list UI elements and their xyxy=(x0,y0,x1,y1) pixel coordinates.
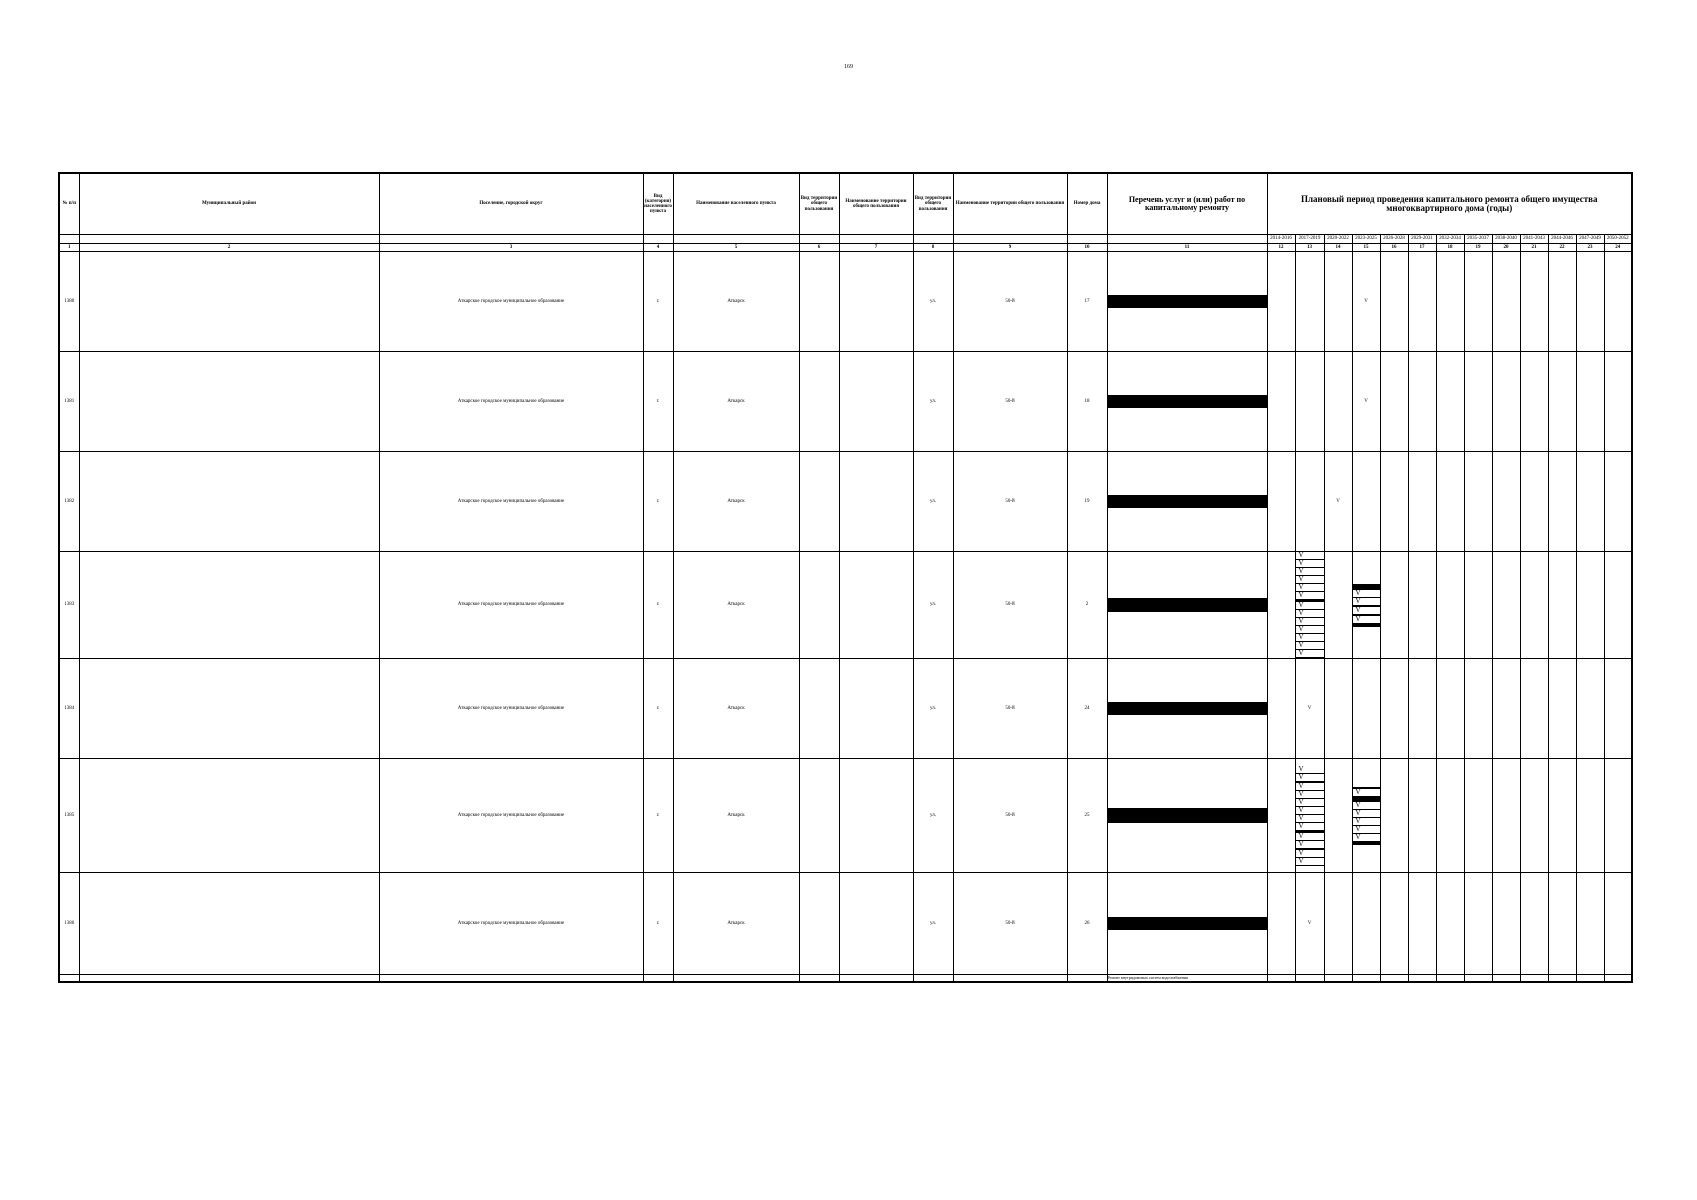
locality-type-cell: г. xyxy=(643,552,673,659)
works-list-cell xyxy=(1107,759,1267,873)
repair-mark: V xyxy=(1296,610,1324,618)
period-cell xyxy=(1604,252,1632,352)
period-cell xyxy=(1436,873,1464,975)
period-cell xyxy=(1576,873,1604,975)
district-cell xyxy=(79,759,379,873)
column-number: 6 xyxy=(799,244,839,252)
period-cell xyxy=(1380,552,1408,659)
row-number: 1386 xyxy=(59,873,79,975)
street-type-cell xyxy=(799,352,839,452)
works-list-cell xyxy=(1107,352,1267,452)
empty-cell xyxy=(1520,975,1548,983)
works-list-cell xyxy=(1107,252,1267,352)
period-cell xyxy=(1408,552,1436,659)
table-row xyxy=(59,452,1632,552)
column-number: 10 xyxy=(1067,244,1107,252)
period-cell xyxy=(1380,873,1408,975)
period-cell xyxy=(1548,759,1576,873)
period-cell xyxy=(1408,873,1436,975)
work-item xyxy=(1108,714,1267,715)
locality-type-cell: г. xyxy=(643,352,673,452)
street-type-cell xyxy=(799,759,839,873)
header-period: Плановый период проведения капитального ремонта общего имущества многоквартирного дома (годы) xyxy=(1267,173,1632,235)
header-building-name: Наименование территории общего пользования xyxy=(953,173,1067,235)
column-number: 19 xyxy=(1464,244,1492,252)
period-cell xyxy=(1324,352,1352,452)
repair-mark: V xyxy=(1353,834,1380,842)
period-cell xyxy=(1267,352,1295,452)
column-number: 14 xyxy=(1324,244,1352,252)
district-cell xyxy=(79,452,379,552)
empty-cell xyxy=(379,975,643,983)
repair-mark: V xyxy=(1296,568,1324,576)
street-name-cell xyxy=(839,873,913,975)
column-number: 16 xyxy=(1380,244,1408,252)
period-cell xyxy=(1352,552,1380,659)
header-settlement: Поселение, городской округ xyxy=(379,173,643,235)
repair-mark: V xyxy=(1296,850,1324,858)
repair-mark: V xyxy=(1353,616,1380,624)
period-cell xyxy=(1436,452,1464,552)
period-cell xyxy=(1520,759,1548,873)
period-cell xyxy=(1520,252,1548,352)
repair-mark: V xyxy=(1353,826,1380,834)
period-cell xyxy=(1267,873,1295,975)
period-cell: V xyxy=(1295,873,1324,975)
repair-mark: V xyxy=(1353,598,1380,606)
period-cell xyxy=(1548,452,1576,552)
column-number: 20 xyxy=(1492,244,1520,252)
period-cell xyxy=(1436,552,1464,659)
period-cell xyxy=(1492,252,1520,352)
column-number: 9 xyxy=(953,244,1067,252)
period-cell xyxy=(1464,659,1492,759)
period-cell xyxy=(1352,452,1380,552)
capital-repair-table xyxy=(58,172,1633,983)
works-list-cell xyxy=(1107,659,1267,759)
period-cell xyxy=(1324,252,1352,352)
repair-mark: V xyxy=(1296,602,1324,610)
empty-cell xyxy=(1408,975,1436,983)
period-cell xyxy=(1352,759,1380,873)
column-number: 22 xyxy=(1548,244,1576,252)
empty-cell xyxy=(1604,975,1632,983)
building-name-cell: 50-й xyxy=(953,352,1067,452)
column-number: 2 xyxy=(79,244,379,252)
street-name-cell xyxy=(839,352,913,452)
period-cell xyxy=(1548,552,1576,659)
locality-type-cell: г. xyxy=(643,759,673,873)
building-name-cell: 50-й xyxy=(953,659,1067,759)
empty-cell xyxy=(913,975,953,983)
period-cell xyxy=(1267,452,1295,552)
period-cell xyxy=(1324,759,1352,873)
table-row xyxy=(59,659,1632,759)
period-cell xyxy=(1520,659,1548,759)
column-number: 1 xyxy=(59,244,79,252)
page-number: 169 xyxy=(844,64,853,70)
header-locality-type: Вид (категория) населенного пункта xyxy=(643,173,673,235)
year-header: 2020-2022 xyxy=(1324,235,1352,244)
repair-mark: V xyxy=(1296,560,1324,568)
building-name-cell: 50-й xyxy=(953,252,1067,352)
table-row xyxy=(59,352,1632,452)
period-cell xyxy=(1464,352,1492,452)
period-cell xyxy=(1464,252,1492,352)
year-header: 2050-2052 xyxy=(1604,235,1632,244)
period-cell xyxy=(1492,452,1520,552)
period-cell xyxy=(1604,552,1632,659)
table-row xyxy=(59,552,1632,659)
building-type-cell: ул. xyxy=(913,552,953,659)
locality-type-cell: г. xyxy=(643,873,673,975)
building-name-cell: 50-й xyxy=(953,552,1067,659)
empty-cell xyxy=(1267,975,1295,983)
building-type-cell: ул. xyxy=(913,659,953,759)
column-number: 15 xyxy=(1352,244,1380,252)
row-number: 1380 xyxy=(59,252,79,352)
empty-cell xyxy=(59,975,79,983)
period-cell xyxy=(1324,552,1352,659)
period-cell xyxy=(1380,659,1408,759)
period-cell xyxy=(1576,452,1604,552)
period-cell xyxy=(1267,759,1295,873)
column-number: 12 xyxy=(1267,244,1295,252)
period-cell xyxy=(1492,552,1520,659)
building-type-cell: ул. xyxy=(913,452,953,552)
period-cell xyxy=(1604,873,1632,975)
period-cell xyxy=(1464,452,1492,552)
repair-mark: V xyxy=(1353,810,1380,818)
empty-cell xyxy=(1352,975,1380,983)
period-cell xyxy=(1380,352,1408,452)
period-cell xyxy=(1324,659,1352,759)
work-item xyxy=(1108,929,1267,930)
work-item: Ремонт внутридомовых систем водоснабжения xyxy=(1107,975,1267,983)
street-type-cell xyxy=(799,252,839,352)
period-cell xyxy=(1520,552,1548,659)
locality-type-cell: г. xyxy=(643,452,673,552)
column-number: 7 xyxy=(839,244,913,252)
period-cell xyxy=(1492,873,1520,975)
repair-schedule-grid xyxy=(58,172,1633,983)
period-cell xyxy=(1548,659,1576,759)
street-name-cell xyxy=(839,659,913,759)
period-cell xyxy=(1408,352,1436,452)
table-row xyxy=(59,252,1632,352)
locality-type-cell: г. xyxy=(643,659,673,759)
empty-cell xyxy=(1067,975,1107,983)
period-cell xyxy=(1408,252,1436,352)
house-cell: 2 xyxy=(1067,552,1107,659)
repair-mark: V xyxy=(1296,799,1324,807)
column-numbers-row xyxy=(59,244,1632,252)
row-number: 1382 xyxy=(59,452,79,552)
column-number: 23 xyxy=(1576,244,1604,252)
work-item xyxy=(1108,407,1267,408)
repair-mark: V xyxy=(1296,576,1324,584)
empty-cell xyxy=(1380,975,1408,983)
street-type-cell xyxy=(799,552,839,659)
column-number: 24 xyxy=(1604,244,1632,252)
period-cell xyxy=(1604,659,1632,759)
repair-mark: V xyxy=(1296,618,1324,626)
column-number: 17 xyxy=(1408,244,1436,252)
empty-cell xyxy=(1464,975,1492,983)
building-name-cell: 50-й xyxy=(953,759,1067,873)
street-name-cell xyxy=(839,759,913,873)
header-building-type: Вид территории общего пользования xyxy=(913,173,953,235)
period-cell xyxy=(1604,452,1632,552)
period-cell xyxy=(1352,659,1380,759)
year-header: 2014-2016 xyxy=(1267,235,1295,244)
period-cell xyxy=(1295,552,1324,659)
repair-mark xyxy=(1353,626,1380,627)
year-header: 2023-2025 xyxy=(1352,235,1380,244)
column-number: 13 xyxy=(1295,244,1324,252)
period-cell xyxy=(1492,759,1520,873)
period-cell xyxy=(1408,759,1436,873)
period-cell xyxy=(1492,659,1520,759)
work-item xyxy=(1108,822,1267,823)
table-row xyxy=(59,759,1632,873)
repair-mark: V xyxy=(1296,552,1324,560)
year-header: 2029-2031 xyxy=(1408,235,1436,244)
house-cell: 17 xyxy=(1067,252,1107,352)
house-cell: 26 xyxy=(1067,873,1107,975)
period-cell xyxy=(1576,352,1604,452)
period-cell xyxy=(1408,659,1436,759)
header-num: № п/п xyxy=(59,173,79,235)
district-cell xyxy=(79,873,379,975)
repair-mark: V xyxy=(1296,584,1324,592)
period-cell xyxy=(1464,873,1492,975)
street-type-cell xyxy=(799,873,839,975)
building-type-cell: ул. xyxy=(913,252,953,352)
locality-name-cell: Аткарск xyxy=(673,452,799,552)
repair-mark: V xyxy=(1296,807,1324,815)
street-name-cell xyxy=(839,552,913,659)
year-header: 2041-2043 xyxy=(1520,235,1548,244)
repair-mark xyxy=(1353,844,1380,845)
repair-mark: V xyxy=(1353,818,1380,826)
house-cell: 24 xyxy=(1067,659,1107,759)
empty-cell xyxy=(839,975,913,983)
repair-mark: V xyxy=(1296,626,1324,634)
period-cell xyxy=(1436,352,1464,452)
empty-cell xyxy=(1548,975,1576,983)
empty-cell xyxy=(643,975,673,983)
year-header: 2017-2019 xyxy=(1295,235,1324,244)
period-cell xyxy=(1604,759,1632,873)
works-list-cell xyxy=(1107,552,1267,659)
empty-cell xyxy=(1324,975,1352,983)
period-cell xyxy=(1548,873,1576,975)
year-header: 2047-2049 xyxy=(1576,235,1604,244)
building-name-cell: 50-й xyxy=(953,452,1067,552)
settlement-cell: Аткарское городское муниципальное образование xyxy=(379,659,643,759)
column-number: 5 xyxy=(673,244,799,252)
period-cell xyxy=(1267,552,1295,659)
period-cell: V xyxy=(1352,352,1380,452)
period-cell xyxy=(1352,873,1380,975)
header-house: Номер дома xyxy=(1067,173,1107,235)
column-number: 21 xyxy=(1520,244,1548,252)
column-number: 3 xyxy=(379,244,643,252)
house-cell: 25 xyxy=(1067,759,1107,873)
work-item xyxy=(1108,611,1267,612)
repair-mark: V xyxy=(1296,783,1324,791)
street-type-cell xyxy=(799,659,839,759)
header-street-type: Вид территории общего пользования xyxy=(799,173,839,235)
period-cell xyxy=(1548,252,1576,352)
period-cell xyxy=(1436,659,1464,759)
period-cell xyxy=(1380,252,1408,352)
house-cell: 18 xyxy=(1067,352,1107,452)
repair-mark: V xyxy=(1296,791,1324,799)
row-number: 1383 xyxy=(59,552,79,659)
period-cell xyxy=(1576,659,1604,759)
period-cell: V xyxy=(1295,659,1324,759)
repair-mark: V xyxy=(1296,815,1324,823)
district-cell xyxy=(79,352,379,452)
locality-name-cell: Аткарск xyxy=(673,552,799,659)
year-header: 2038-2040 xyxy=(1492,235,1520,244)
header-street-name: Наименование территории общего пользования xyxy=(839,173,913,235)
street-name-cell xyxy=(839,452,913,552)
repair-mark: V xyxy=(1296,774,1324,782)
period-cell xyxy=(1295,252,1324,352)
repair-mark: V xyxy=(1353,607,1380,615)
house-cell: 19 xyxy=(1067,452,1107,552)
settlement-cell: Аткарское городское муниципальное образование xyxy=(379,252,643,352)
empty-cell xyxy=(1436,975,1464,983)
repair-mark: V xyxy=(1296,650,1324,658)
column-number: 4 xyxy=(643,244,673,252)
period-cell xyxy=(1295,759,1324,873)
header-works: Перечень услуг и (или) работ по капитальному ремонту xyxy=(1107,173,1267,235)
row-number: 1384 xyxy=(59,659,79,759)
repair-mark: V xyxy=(1296,841,1324,849)
repair-mark: V xyxy=(1296,833,1324,841)
empty-cell xyxy=(1576,975,1604,983)
header-district: Муниципальный район xyxy=(79,173,379,235)
period-cell xyxy=(1520,452,1548,552)
repair-mark: V xyxy=(1296,823,1324,831)
years-row xyxy=(59,235,1632,244)
repair-mark: V xyxy=(1353,802,1380,810)
year-header: 2035-2037 xyxy=(1464,235,1492,244)
street-type-cell xyxy=(799,452,839,552)
repair-mark: V xyxy=(1296,858,1324,866)
period-cell xyxy=(1492,352,1520,452)
header-row xyxy=(59,173,1632,235)
period-cell xyxy=(1295,352,1324,452)
settlement-cell: Аткарское городское муниципальное образование xyxy=(379,352,643,452)
repair-mark: V xyxy=(1296,766,1324,774)
repair-mark: V xyxy=(1353,590,1380,598)
period-cell: V xyxy=(1352,252,1380,352)
period-cell: V xyxy=(1324,452,1352,552)
locality-type-cell: г. xyxy=(643,252,673,352)
period-cell xyxy=(1295,452,1324,552)
period-cell xyxy=(1576,759,1604,873)
works-list-cell xyxy=(1107,873,1267,975)
building-type-cell: ул. xyxy=(913,352,953,452)
empty-cell xyxy=(1492,975,1520,983)
period-cell xyxy=(1576,552,1604,659)
table-row-partial xyxy=(59,975,1632,983)
building-type-cell: ул. xyxy=(913,873,953,975)
period-cell xyxy=(1408,452,1436,552)
period-cell xyxy=(1520,352,1548,452)
street-name-cell xyxy=(839,252,913,352)
empty-cell xyxy=(79,975,379,983)
empty-cell xyxy=(1295,975,1324,983)
repair-mark: V xyxy=(1296,642,1324,650)
building-name-cell: 50-й xyxy=(953,873,1067,975)
year-header: 2044-2046 xyxy=(1548,235,1576,244)
row-number: 1381 xyxy=(59,352,79,452)
header-locality-name: Наименование населенного пункта xyxy=(673,173,799,235)
period-cell xyxy=(1267,252,1295,352)
district-cell xyxy=(79,659,379,759)
column-number: 11 xyxy=(1107,244,1267,252)
work-item xyxy=(1108,307,1267,308)
building-type-cell: ул. xyxy=(913,759,953,873)
district-cell xyxy=(79,552,379,659)
period-cell xyxy=(1464,552,1492,659)
period-cell xyxy=(1436,252,1464,352)
work-item xyxy=(1108,507,1267,508)
row-number: 1385 xyxy=(59,759,79,873)
period-cell xyxy=(1267,659,1295,759)
period-cell xyxy=(1576,252,1604,352)
works-list-cell xyxy=(1107,452,1267,552)
empty-cell xyxy=(953,975,1067,983)
table-row xyxy=(59,873,1632,975)
empty-cell xyxy=(673,975,799,983)
locality-name-cell: Аткарск xyxy=(673,352,799,452)
period-cell xyxy=(1548,352,1576,452)
year-header: 2026-2028 xyxy=(1380,235,1408,244)
year-header: 2032-2034 xyxy=(1436,235,1464,244)
period-cell xyxy=(1324,873,1352,975)
period-cell xyxy=(1380,759,1408,873)
column-number: 18 xyxy=(1436,244,1464,252)
locality-name-cell: Аткарск xyxy=(673,659,799,759)
period-cell xyxy=(1436,759,1464,873)
empty-cell xyxy=(799,975,839,983)
settlement-cell: Аткарское городское муниципальное образование xyxy=(379,873,643,975)
period-cell xyxy=(1520,873,1548,975)
district-cell xyxy=(79,252,379,352)
period-cell xyxy=(1604,352,1632,452)
period-cell xyxy=(1380,452,1408,552)
locality-name-cell: Аткарск xyxy=(673,873,799,975)
period-cell xyxy=(1464,759,1492,873)
repair-mark: V xyxy=(1296,634,1324,642)
settlement-cell: Аткарское городское муниципальное образование xyxy=(379,552,643,659)
repair-mark: V xyxy=(1353,789,1380,797)
column-number: 8 xyxy=(913,244,953,252)
settlement-cell: Аткарское городское муниципальное образование xyxy=(379,759,643,873)
settlement-cell: Аткарское городское муниципальное образование xyxy=(379,452,643,552)
repair-mark: V xyxy=(1296,592,1324,600)
locality-name-cell: Аткарск xyxy=(673,759,799,873)
locality-name-cell: Аткарск xyxy=(673,252,799,352)
